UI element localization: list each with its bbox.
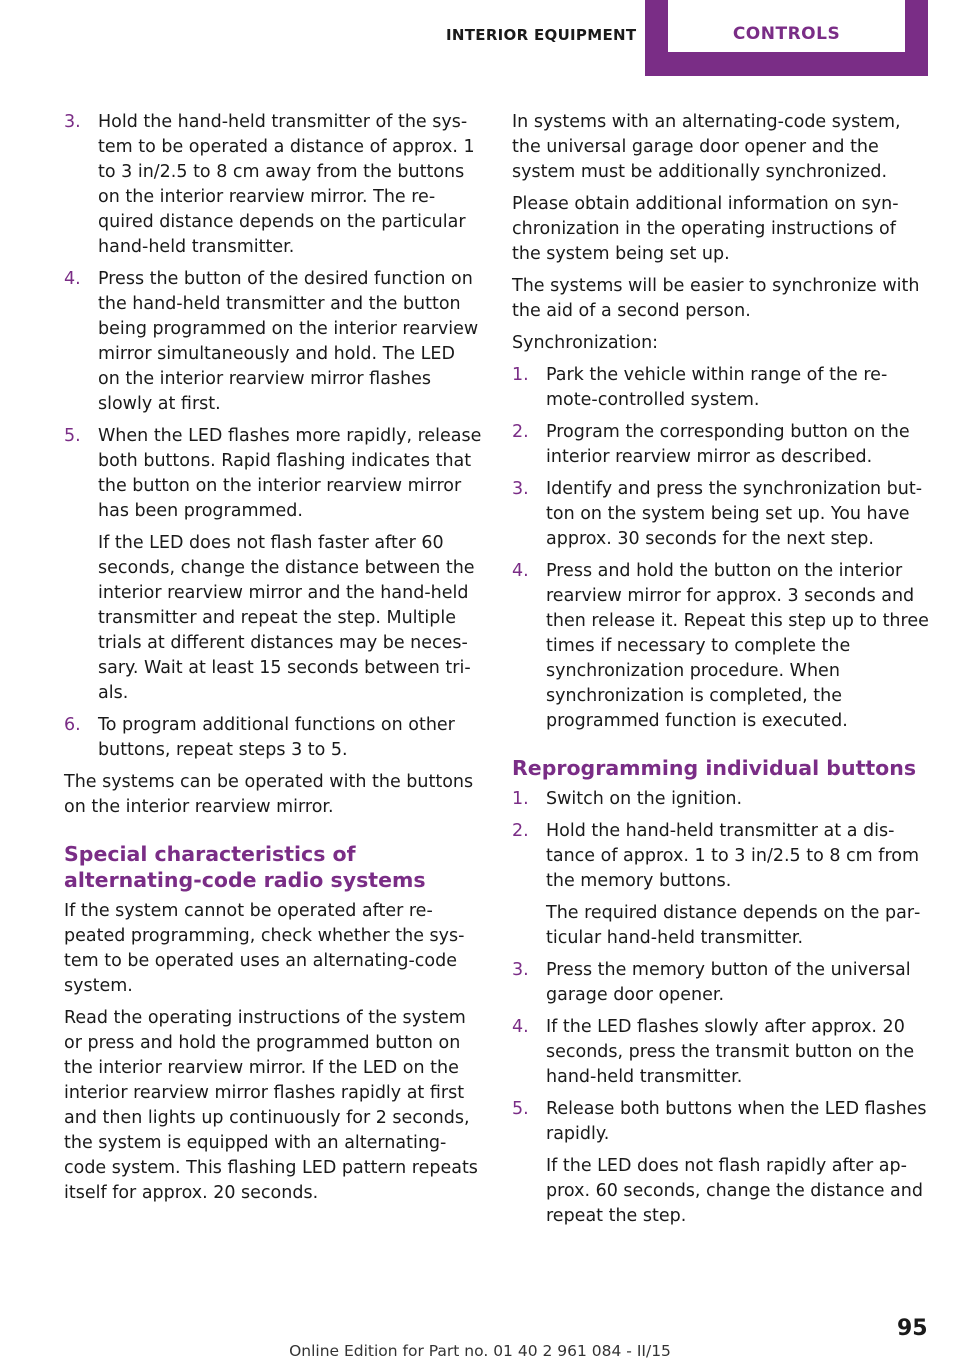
list-item [64,713,482,763]
step-number: 1. [512,789,529,809]
step-number: 3. [64,112,81,132]
list-item [512,477,930,552]
list-item [512,559,930,734]
right-column [512,110,930,1236]
page-number: 95 [897,1316,928,1341]
step-text: Program the corresponding button on the interior rearview mirror as described. [546,422,910,467]
list-item [512,787,930,812]
step-note: If the LED does not flash rapidly after approx. 60 seconds, change the distance and repeat the step. [546,1156,923,1226]
paragraph: Synchronization: [512,333,659,353]
paragraph: The systems will be easier to synchronize with the aid of a second person. [512,276,920,321]
paragraph: If the system cannot be operated after repeated programming, check whether the system to be operated uses an alternating-code system. [64,901,465,996]
step-note: The required distance depends on the particular hand-held transmitter. [546,903,921,948]
step-text: To program additional functions on other buttons, repeat steps 3 to 5. [98,715,455,760]
step-text: Press and hold the button on the interior rearview mirror for approx. 3 seconds and then release it. Repeat this step up to three times if necessary to complete the synchronization procedure. When synchronization is completed, the programmed function is executed. [546,561,929,731]
chapter-tab-inner [668,0,905,52]
step-number: 4. [64,269,81,289]
list-item [512,420,930,470]
step-number: 5. [64,426,81,446]
section-heading: Special characteristics of alternating-code radio systems [64,842,426,892]
left-column [64,110,482,1213]
step-text: Hold the hand-held transmitter at a distance of approx. 1 to 3 in/2.5 to 8 cm from the memory buttons. [546,821,920,891]
step-note: If the LED does not flash faster after 60 seconds, change the distance between the interior rearview mirror and the hand-held transmitter and repeat the step. Multiple trials at different distances may be necessary. Wait at least 15 seconds between trials. [98,533,475,703]
step-text: If the LED flashes slowly after approx. 20 seconds, press the transmit button on the hand-held transmitter. [546,1017,915,1087]
step-text: Identify and press the synchronization button on the system being set up. You have approx. 30 seconds for the next step. [546,479,923,549]
list-item [64,424,482,706]
list-item [512,819,930,951]
list-item [512,958,930,1008]
paragraph: The systems can be operated with the buttons on the interior rearview mirror. [64,772,474,817]
step-text: Release both buttons when the LED flashes rapidly. [546,1099,927,1144]
step-number: 4. [512,561,529,581]
step-text: Switch on the ignition. [546,789,743,809]
step-number: 1. [512,365,529,385]
list-item [512,1097,930,1229]
list-item [512,1015,930,1090]
paragraph: Read the operating instructions of the system or press and hold the programmed button on the interior rearview mirror. If the LED on the interior rearview mirror flashes rapidly at first and then lights up continuously for 2 seconds, the system is equipped with an alternating-code system. This flashing LED pattern repeats itself for approx. 20 seconds. [64,1008,478,1203]
step-text: Park the vehicle within range of the remote-controlled system. [546,365,888,410]
step-number: 6. [64,715,81,735]
step-text: When the LED flashes more rapidly, release both buttons. Rapid flashing indicates that the button on the interior rearview mirror has been programmed. [98,426,482,521]
section-title: INTERIOR EQUIPMENT [446,26,637,44]
list-item [64,267,482,417]
chapter-tab [645,0,928,76]
step-number: 2. [512,422,529,442]
reprogramming-steps [512,787,930,1229]
section-heading: Reprogramming individual buttons [512,756,917,780]
step-text: Press the memory button of the universal garage door opener. [546,960,911,1005]
synchronization-steps [512,363,930,734]
list-item [512,363,930,413]
list-item [64,110,482,260]
step-number: 5. [512,1099,529,1119]
step-number: 3. [512,960,529,980]
paragraph: Please obtain additional information on synchronization in the operating instructions of the system being set up. [512,194,899,264]
step-text: Press the button of the desired function on the hand-held transmitter and the button being programmed on the interior rearview mirror simultaneously and hold. The LED on the interior rearview mirror flashes slowly at first. [98,269,479,414]
step-number: 4. [512,1017,529,1037]
step-number: 3. [512,479,529,499]
chapter-tab-label: CONTROLS [732,24,841,44]
footer-edition: Online Edition for Part no. 01 40 2 961 084 - II/15 [289,1342,671,1360]
programming-steps [64,110,482,763]
step-number: 2. [512,821,529,841]
step-text: Hold the hand-held transmitter of the system to be operated a distance of approx. 1 to 3 in/2.5 to 8 cm away from the buttons on the interior rearview mirror. The required distance depends on the particular hand-held transmitter. [98,112,475,257]
paragraph: In systems with an alternating-code system, the universal garage door opener and the system must be additionally synchronized. [512,112,901,182]
